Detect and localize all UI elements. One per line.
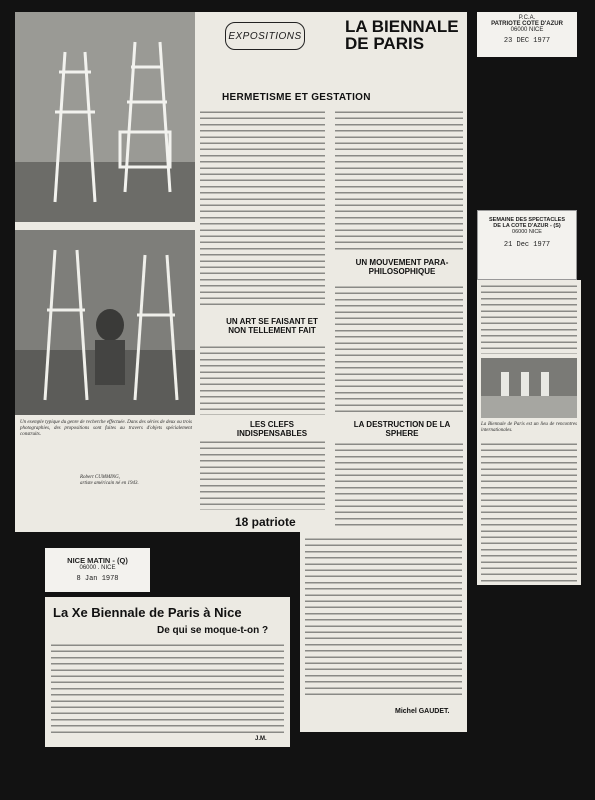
stamp-date: 23 DEC 1977	[503, 37, 551, 45]
stamp-line-1: NICE MATIN - (Q)	[67, 556, 128, 565]
nice-matin-headline: La Xe Biennale de Paris à Nice	[53, 605, 242, 620]
source-stamp-patriote	[477, 12, 577, 57]
spectacles-clipping	[477, 280, 581, 585]
spectacles-photo-caption: La Biennale de Paris est un lieu de rencontres internationales.	[481, 422, 577, 434]
photo-credit-name: Robert CUMMING,	[80, 475, 120, 480]
section-heading-2: LES CLEFS INDISPENSABLES	[236, 420, 308, 438]
stamp-line-3: 06000 NICE	[510, 27, 544, 33]
photo-sculpture-easels-bottom	[15, 230, 195, 415]
source-stamp-spectacles	[477, 210, 577, 280]
nice-matin-clipping	[45, 597, 290, 747]
article-column-3	[200, 345, 325, 415]
section-heading-4: LA DESTRUCTION DE LA SPHERE	[353, 420, 451, 438]
article-column-1	[200, 110, 325, 310]
stamp-line-2: 06000 . NICE	[79, 565, 116, 571]
article-column-2	[335, 110, 463, 250]
stamp-line-3: 06000 NICE	[512, 229, 542, 235]
photo-credit	[80, 475, 190, 487]
subtitle: HERMETISME ET GESTATION	[222, 92, 371, 103]
section-heading-1: UN ART SE FAISANT ET NON TELLEMENT FAIT	[226, 317, 318, 335]
photo-caption: Un exemple typique du genre de recherche effectuée. Dans des séries de deux ou trois photographies, des propositions sont faites au travers d'objets spécialement construits.	[20, 420, 192, 438]
stamp-date: 8 Jan 1978	[76, 575, 119, 583]
photo-credit-desc: artiste américain né en 1943.	[80, 481, 139, 487]
stamp-date: 21 Dec 1977	[503, 241, 551, 249]
patriote-continuation	[300, 532, 467, 732]
headline: LA BIENNALE DE PARIS	[345, 17, 459, 53]
stamp-line-2: PATRIOTE COTE D'AZUR	[491, 21, 563, 27]
article-column-6	[335, 442, 463, 527]
section-heading-3: UN MOUVEMENT PARA-PHILOSOPHIQUE	[355, 258, 449, 276]
page-footer: 18 patriote	[235, 515, 296, 529]
photo-exhibition-room	[481, 358, 577, 418]
author-signature: Michel GAUDET.	[395, 708, 450, 715]
photo-sculpture-easels-top	[15, 12, 195, 222]
article-column-4	[200, 440, 325, 510]
stamp-line-1: P.C.A.	[518, 15, 536, 21]
nice-matin-subhead: De qui se moque-t-on ?	[157, 625, 269, 636]
source-stamp-nice-matin	[45, 548, 150, 592]
stamp-line-1: SEMAINE DES SPECTACLES	[489, 217, 565, 223]
nice-matin-signature: J.M.	[255, 736, 267, 742]
stamp-line-2: DE LA COTE D'AZUR - (S)	[493, 223, 561, 229]
expositions-logo: EXPOSITIONS	[225, 22, 305, 50]
article-column-5	[335, 285, 463, 415]
